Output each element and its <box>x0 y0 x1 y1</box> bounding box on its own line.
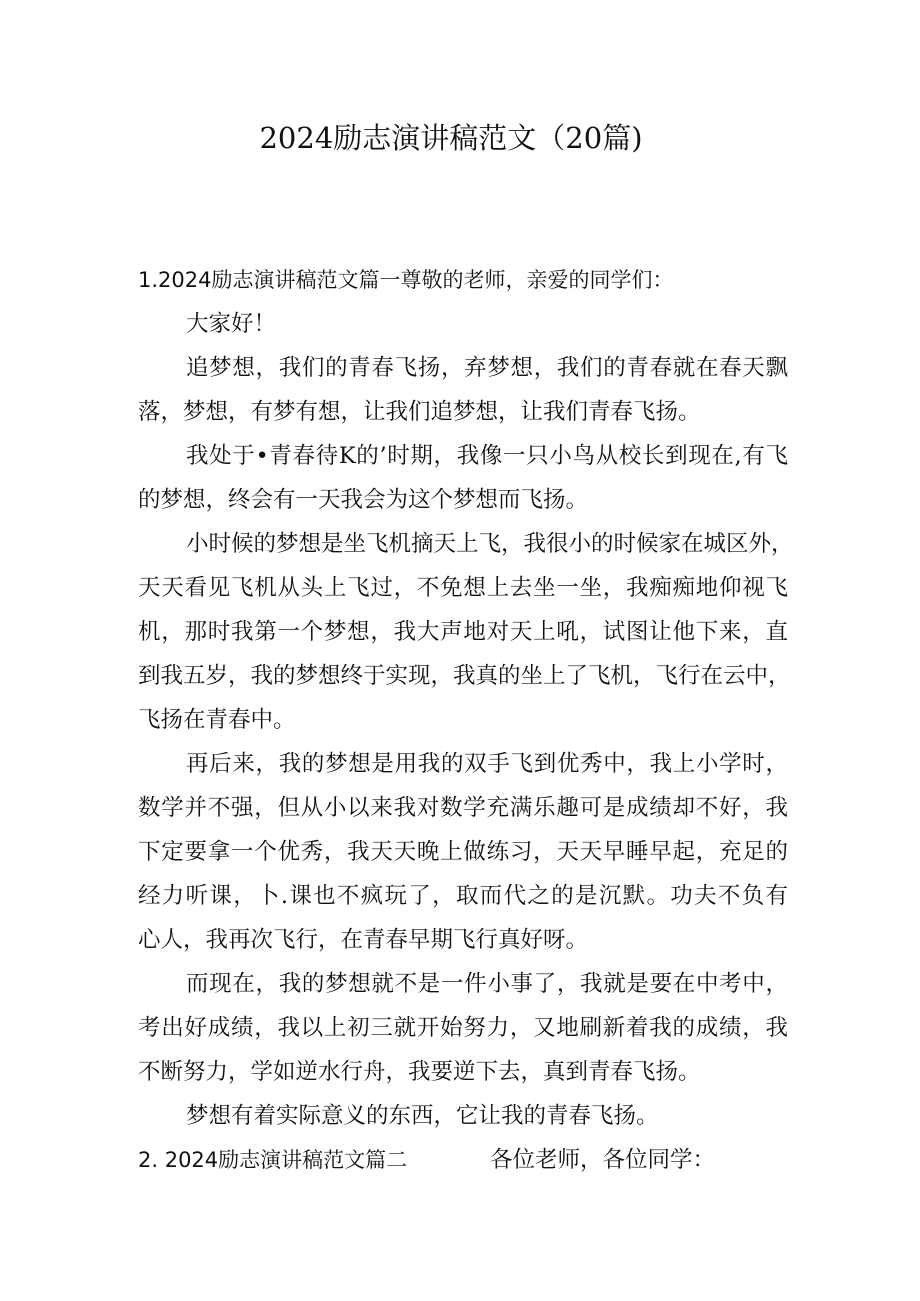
paragraph-2-line-2: 的梦想，终会有一天我会为这个梦想而飞扬。 <box>138 487 589 513</box>
paragraph-4-line-1: 再后来，我的梦想是用我的双手飞到优秀中，我上小学时， <box>186 751 788 777</box>
document-title: 2024励志演讲稿范文（20篇) <box>259 121 643 155</box>
paragraph-3-line-1: 小时候的梦想是坐飞机摘天上飞，我很小的时候家在城区外， <box>186 531 794 557</box>
paragraph-4-line-3: 下定要拿一个优秀，我天天晚上做练习，天天早睡早起，充足的 <box>138 839 788 865</box>
paragraph-6-line-1: 梦想有着实际意义的东西，它让我的青春飞扬。 <box>186 1103 659 1129</box>
paragraph-3-line-2: 天天看见飞机从头上飞过，不免想上去坐一坐，我痴痴地仰视飞 <box>138 575 788 601</box>
greeting: 大家好！ <box>186 311 277 337</box>
paragraph-5-line-1: 而现在，我的梦想就不是一件小事了，我就是要在中考中， <box>186 971 788 997</box>
paragraph-1-line-2: 落，梦想，有梦有想，让我们追梦想，让我们青春飞扬。 <box>138 399 701 425</box>
section-2-salutation: 各位老师，各位同学： <box>490 1147 716 1173</box>
paragraph-1-line-1: 追梦想，我们的青春飞扬，弃梦想，我们的青春就在春天飘 <box>186 355 788 381</box>
paragraph-5-line-2: 考出好成绩，我以上初三就开始努力，又地刷新着我的成绩，我 <box>138 1015 788 1041</box>
paragraph-3-line-4: 到我五岁，我的梦想终于实现，我真的坐上了飞机，飞行在云中， <box>138 663 791 689</box>
paragraph-4-line-4: 经力听课，卜.课也不疯玩了，取而代之的是沉默。功夫不负有 <box>138 883 788 909</box>
document-body <box>138 258 794 1182</box>
section-1-heading: 1.2024励志演讲稿范文篇一尊敬的老师，亲爱的同学们： <box>138 268 674 292</box>
paragraph-4-line-5: 心人，我再次飞行，在青春早期飞行真好呀。 <box>138 927 589 953</box>
paragraph-2-line-1: 我处于•青春待K的’时期，我像一只小鸟从校长到现在,有飞 <box>186 443 788 469</box>
paragraph-5-line-3: 不断努力，学如逆水行舟，我要逆下去，真到青春飞扬。 <box>138 1059 701 1085</box>
section-2-heading-title: 2. 2024励志演讲稿范文篇二 <box>138 1148 408 1172</box>
section-2-heading <box>138 1138 788 1182</box>
paragraph-4-line-2: 数学并不强，但从小以来我对数学充满乐趣可是成绩却不好，我 <box>138 795 788 821</box>
paragraph-3-line-3: 机，那时我第一个梦想，我大声地对天上吼，试图让他下来，直 <box>138 619 788 645</box>
paragraph-3-line-5: 飞扬在青春中。 <box>138 707 296 733</box>
